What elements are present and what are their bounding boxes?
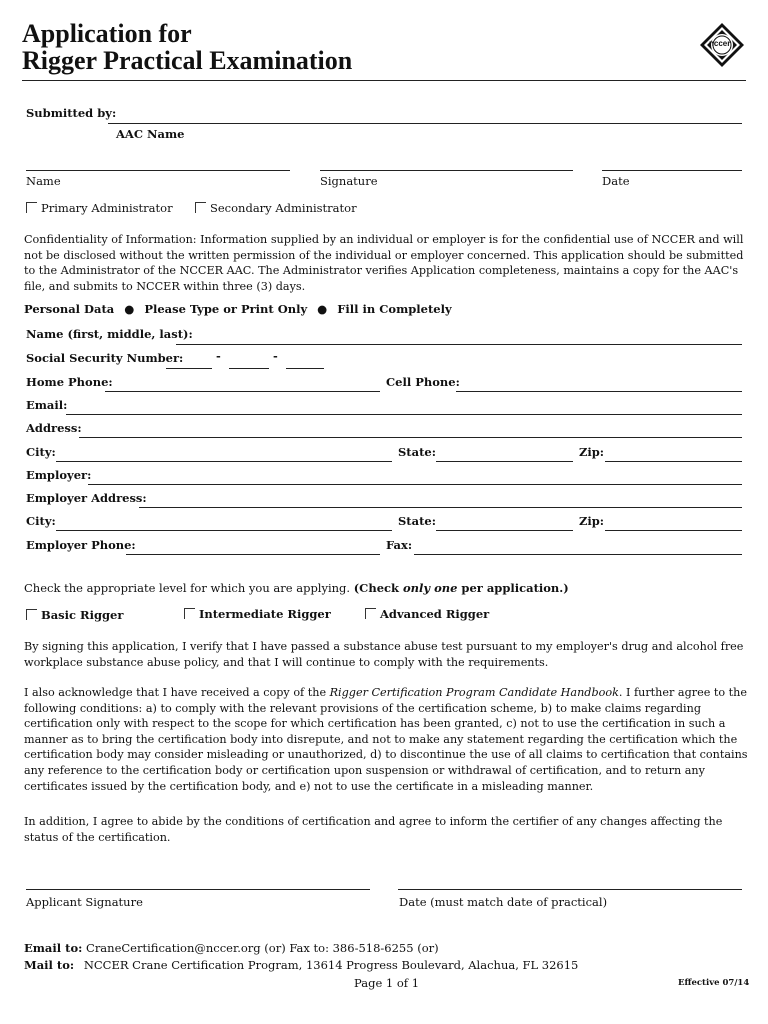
basic-rigger-label: Basic Rigger [41,608,124,622]
city-field[interactable] [56,461,392,462]
employer-state-label: State: [398,514,436,528]
nccer-logo [699,22,745,68]
level-instruction-italic: only one [402,581,458,595]
employer-phone-field[interactable] [126,554,380,555]
applicant-signature-label: Applicant Signature [26,895,143,909]
checkbox-icon[interactable] [184,608,195,619]
primary-admin-label: Primary Administrator [41,201,173,215]
mail-to-label: Mail to: [24,958,75,972]
employer-city-field[interactable] [56,530,392,531]
mail-to-line [24,958,578,974]
state-label: State: [398,445,436,459]
employer-zip-label: Zip: [579,514,605,528]
name-field[interactable] [26,170,290,171]
fill-completely-label: Fill in Completely [337,302,452,316]
confidentiality-paragraph: Confidentiality of Information: Information supplied by an individual or employer is for the confidential use of NCCER and will not be disclosed without the written permission of the individual or employer concerned. This application should be submitted to the Administrator of the NCCER AAC. The Administrator verifies Application completeness, maintains a copy for the AAC's file, and submits to NCCER within three (3) days. [24,233,744,293]
name-label: Name [26,174,61,188]
secondary-admin-option[interactable] [195,201,357,217]
employer-zip-field[interactable] [605,530,742,531]
employer-label: Employer: [26,468,92,482]
zip-label: Zip: [579,445,605,459]
fax-label: Fax: [386,538,413,552]
personal-data-label: Personal Data [24,302,115,316]
aac-name-label: AAC Name [116,127,185,141]
conditions-paragraph: In addition, I agree to abide by the conditions of certification and agree to inform the certifier of any changes affecting the status of the certification. [24,815,723,844]
full-name-label: Name (first, middle, last): [26,327,193,341]
checkbox-icon[interactable] [365,608,376,619]
email-to-label: Email to: [24,941,83,955]
effective-date: Effective 07/14 [678,978,750,988]
level-instruction [24,581,569,597]
signature-field[interactable] [320,170,573,171]
acknowledgement-text-start: I also acknowledge that I have received a copy of the [24,686,330,699]
home-phone-field[interactable] [105,391,380,392]
basic-rigger-option[interactable] [26,608,123,624]
signature-date-label: Date (must match date of practical) [399,895,608,909]
advanced-rigger-label: Advanced Rigger [380,607,490,621]
handbook-title: Rigger Certification Program Candidate Handbook [329,686,619,699]
page-title [22,20,352,74]
employer-address-field[interactable] [139,507,742,508]
city-label: City: [26,445,56,459]
personal-data-heading [24,302,452,318]
zip-field[interactable] [605,461,742,462]
submitted-by-label: Submitted by: [26,106,117,120]
address-label: Address: [26,421,82,435]
date-label: Date [602,174,630,188]
type-print-label: Please Type or Print Only [144,302,308,316]
signature-label: Signature [320,174,378,188]
full-name-field[interactable] [176,344,742,345]
primary-admin-option[interactable] [26,201,173,217]
employer-state-field[interactable] [436,530,573,531]
employer-city-label: City: [26,514,56,528]
intermediate-rigger-label: Intermediate Rigger [199,607,331,621]
acknowledgement-text-end: . I further agree to the following conditions: a) to comply with the relevant provisions of the certification scheme, b) to make claims regarding certification only with respect to the scope for which certification has been granted, c) not to use the certification in such a manner as to bring the certification body into disrepute, and not to make any statement regarding the certification which the certification body may consider misleading or unauthorized, d) to discontinue the use of all claims to certification that contains any reference to the certification body or certification upon suspension or withdrawal of certification, and to return any certificates issued by the certification body, and e) not to use the certificate in a misleading manner. [24,686,748,793]
employer-address-label: Employer Address: [26,491,147,505]
level-instruction-bold: (Check [353,581,403,595]
checkbox-icon[interactable] [195,202,206,213]
applicant-signature-field[interactable] [26,889,370,890]
fax-field[interactable] [414,554,742,555]
employer-field[interactable] [88,484,742,485]
title-rule [22,80,746,81]
employer-phone-label: Employer Phone: [26,538,136,552]
email-label: Email: [26,398,68,412]
title-line-2: Rigger Practical Examination [22,46,353,75]
secondary-admin-label: Secondary Administrator [210,201,357,215]
substance-abuse-paragraph: By signing this application, I verify that I have passed a substance abuse test pursuant to my employer's drug and alcohol free workplace substance abuse policy, and that I will continue to comply with the requirements. [24,640,744,669]
cell-phone-label: Cell Phone: [386,375,460,389]
address-field[interactable] [79,437,742,438]
ssn-part-1-field[interactable] [166,368,212,369]
mail-to-text: NCCER Crane Certification Program, 13614 Progress Boulevard, Alachua, FL 32615 [83,958,579,972]
logo-text: nccer [709,39,731,48]
state-field[interactable] [436,461,573,462]
page-number: Page 1 of 1 [354,976,420,990]
email-to-text: CraneCertification@nccer.org (or) Fax to: 386-518-6255 (or) [86,941,439,955]
cell-phone-field[interactable] [456,391,742,392]
bullet-icon: ● [124,302,135,316]
ssn-label: Social Security Number: [26,351,184,365]
acknowledgement-paragraph [24,685,748,794]
advanced-rigger-option[interactable] [365,607,489,623]
home-phone-label: Home Phone: [26,375,113,389]
ssn-dash: - [216,349,221,363]
date-field[interactable] [602,170,742,171]
ssn-part-3-field[interactable] [286,368,324,369]
submitted-by-field[interactable] [108,123,742,124]
email-field[interactable] [66,414,742,415]
title-line-1: Application for [22,19,192,48]
bullet-icon: ● [317,302,328,316]
level-instruction-text: Check the appropriate level for which you are applying. [24,581,354,595]
checkbox-icon[interactable] [26,202,37,213]
intermediate-rigger-option[interactable] [184,607,331,623]
ssn-part-2-field[interactable] [229,368,269,369]
checkbox-icon[interactable] [26,609,37,620]
signature-date-field[interactable] [398,889,742,890]
email-to-line [24,941,439,957]
level-instruction-bold-end: per application.) [457,581,569,595]
ssn-dash: - [273,349,278,363]
